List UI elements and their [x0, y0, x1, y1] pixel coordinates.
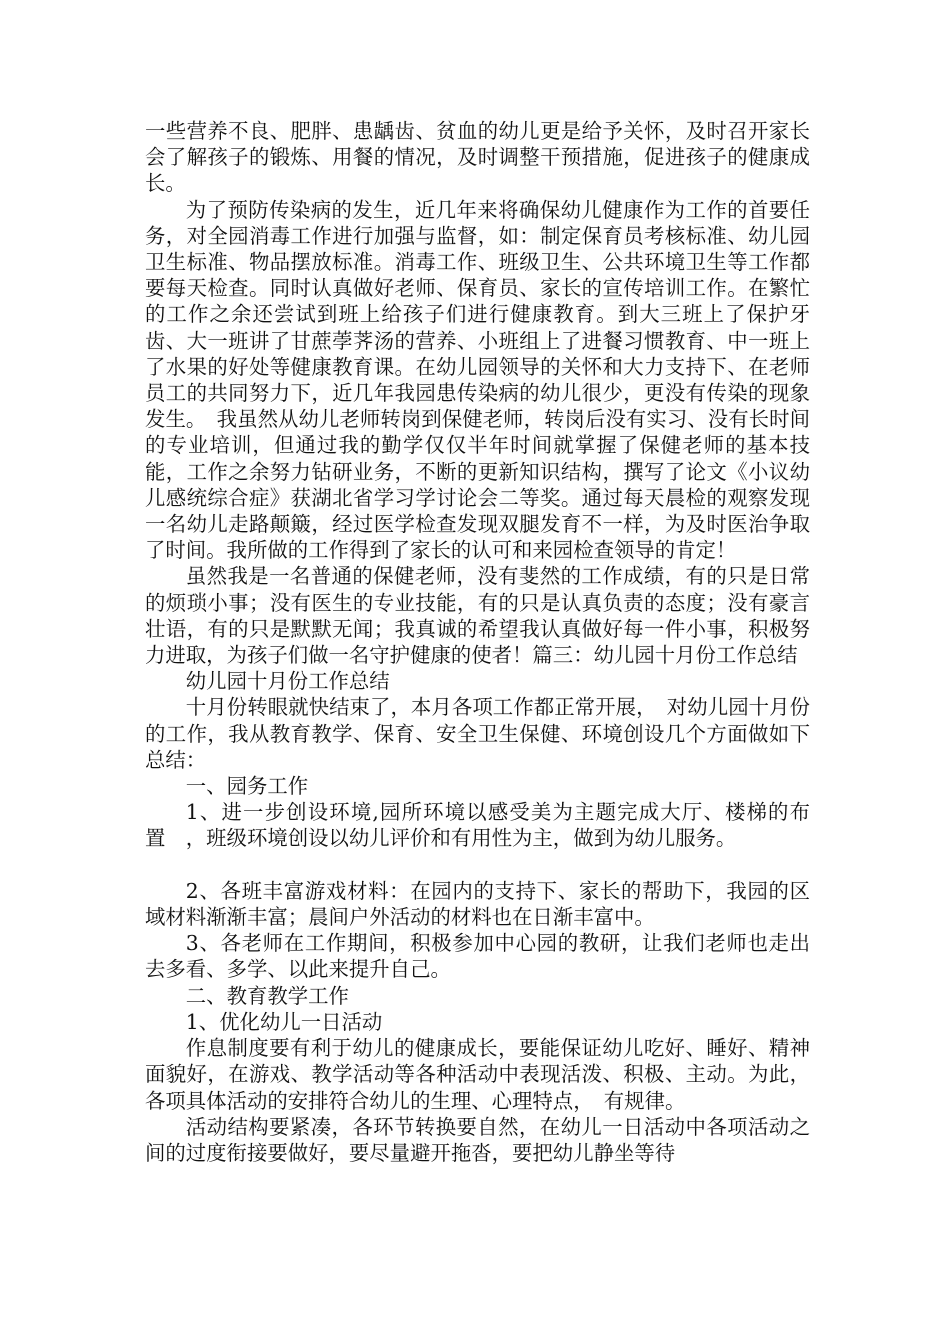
paragraph-activity-structure: 活动结构要紧凑，各环节转换要自然，在幼儿一日活动中各项活动之间的过度衔接要做好，要尽量避开拖沓，要把幼儿静坐等待 — [145, 1114, 810, 1165]
heading-daily-activities: 1、优化幼儿一日活动 — [185, 1009, 383, 1034]
heading-teaching-work: 二、教育教学工作 — [185, 983, 349, 1008]
paragraph-health-care: 一些营养不良、肥胖、患龋齿、贫血的幼儿更是给予关怀，及时召开家长会了解孩子的锻炼、用餐的情况，及时调整干预措施，促进孩子的健康成长。 — [145, 119, 810, 196]
paragraph-schedule: 作息制度要有利于幼儿的健康成长，要能保证幼儿吃好、睡好、精神面貌好，在游戏、教学活动等各种活动中表现活泼、积极、主动。为此，各项具体活动的安排符合幼儿的生理、心理特点， 有规律。 — [145, 1036, 810, 1113]
blank-line — [145, 852, 810, 878]
paragraph-disease-prevention: 为了预防传染病的发生，近几年来将确保幼儿健康作为工作的首要任务，对全园消毒工作进行加强与监督，如：制定保育员考核标准、幼儿园卫生标准、物品摆放标准。消毒工作、班级卫生、公共环境卫生等工作都要每天检查。同时认真做好老师、保育员、家长的宣传培训工作。在繁忙的工作之余还尝试到班上给孩子们进行健康教育。到大三班上了保护牙齿、大一班讲了甘蔗荸荠汤的营养、小班组上了进餐习惯教育、中一班上了水果的好处等健康教育课。在幼儿园领导的关怀和大力支持下、在老师员工的共同努力下，近几年我园患传染病的幼儿很少，更没有传染的现象发生。 我虽然从幼儿老师转岗到保健老师，转岗后没有实习、没有长时间的专业培训，但通过我的勤学仅仅半年时间就掌握了保健老师的基本技能，工作之余努力钻研业务，不断的更新知识结构，撰写了论文《小议幼儿感统综合症》获湖北省学习学讨论会二等奖。通过每天晨检的观察发现一名幼儿走路颠簸，经过医学检查发现双腿发育不一样，为及时医治争取了时间。我所做的工作得到了家长的认可和来园检查领导的肯定！ — [145, 197, 810, 563]
paragraph-game-materials: 2、各班丰富游戏材料：在园内的支持下、家长的帮助下，我园的区域材料渐渐丰富；晨间户外活动的材料也在日渐丰富中。 — [145, 878, 810, 930]
paragraph-reflection: 虽然我是一名普通的保健老师，没有斐然的工作成绩，有的只是日常的烦琐小事；没有医生的专业技能，有的只是认真负责的态度；没有豪言壮语，有的只是默默无闻；我真诚的希望我认真做好每一件小事，积极努力进取，为孩子们做一名守护健康的使者！篇三：幼儿园十月份工作总结 — [145, 564, 810, 668]
document-page — [145, 118, 810, 1166]
heading-admin-work: 一、园务工作 — [185, 774, 309, 799]
section-title: 幼儿园十月份工作总结 — [185, 669, 390, 694]
paragraph-teacher-research: 3、各老师在工作期间，积极参加中心园的教研，让我们老师也走出去多看、多学、以此来提升自己。 — [145, 931, 810, 982]
paragraph-environment: 1、进一步创设环境,园所环境以感受美为主题完成大厅、楼梯的布置 ，班级环境创设以幼儿评价和有用性为主，做到为幼儿服务。 — [145, 800, 810, 851]
paragraph-october-intro: 十月份转眼就快结束了，本月各项工作都正常开展， 对幼儿园十月份的工作，我从教育教学、保育、安全卫生保健、环境创设几个方面做如下总结： — [145, 695, 810, 772]
